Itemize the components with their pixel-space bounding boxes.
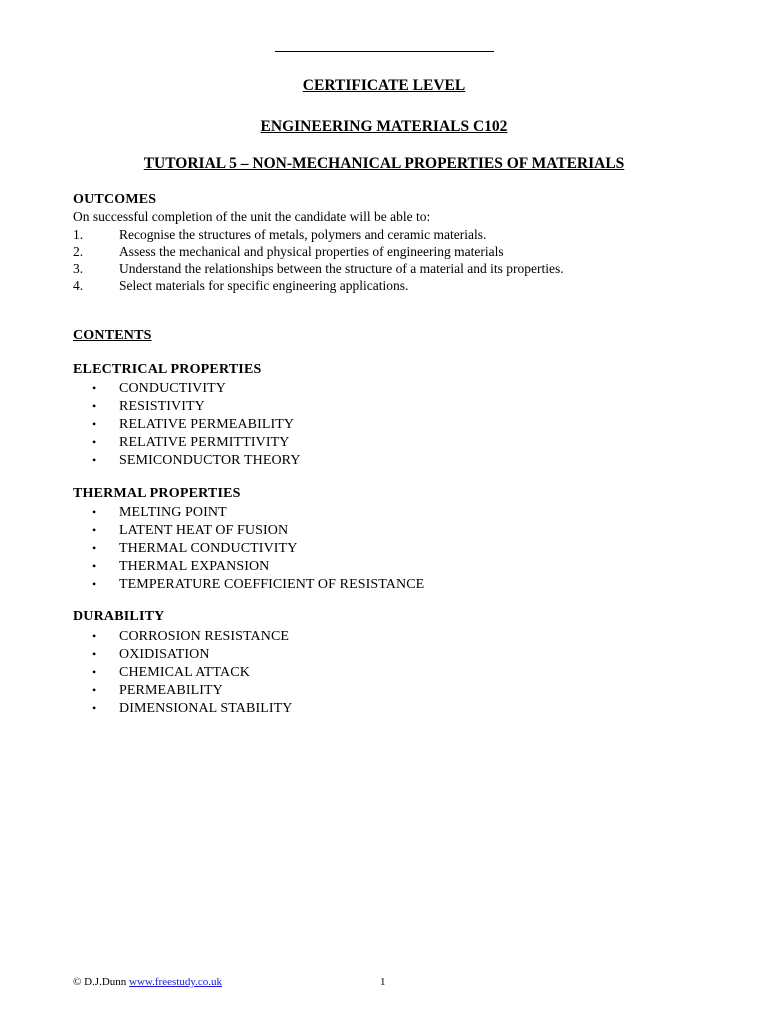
list-item [92,575,424,593]
electrical-properties-list [92,379,301,469]
certificate-level-heading: CERTIFICATE LEVEL [302,77,466,94]
outcome-number: 3. [73,261,84,276]
bullet-icon: • [92,541,97,555]
list-item-text: RELATIVE PERMITTIVITY [119,435,290,450]
outcome-item [73,260,564,277]
outcome-text: Assess the mechanical and physical properties of engineering materials [119,244,504,259]
list-item [92,521,424,539]
page-number: 1 [380,976,386,988]
list-item-text: TEMPERATURE COEFFICIENT OF RESISTANCE [119,577,425,592]
outcomes-title: OUTCOMES [73,192,157,207]
outcome-text: Understand the relationships between the structure of a material and its properties. [119,261,564,276]
list-item-text: MELTING POINT [119,505,227,520]
list-item [92,397,301,415]
bullet-icon: • [92,629,97,643]
list-item-text: SEMICONDUCTOR THEORY [119,453,301,468]
bullet-icon: • [92,453,97,467]
top-rule [275,51,494,52]
list-item [92,645,293,663]
footer-copyright [73,976,222,989]
list-item-text: CHEMICAL ATTACK [119,665,250,680]
outcome-item [73,226,564,243]
list-item-text: OXIDISATION [119,647,210,662]
list-item [92,433,301,451]
course-title-heading: ENGINEERING MATERIALS C102 [260,118,508,135]
outcome-number: 1. [73,227,84,242]
list-item [92,663,293,681]
list-item [92,379,301,397]
tutorial-title-heading: TUTORIAL 5 – NON-MECHANICAL PROPERTIES OF MATERIALS [143,155,625,172]
contents-title: CONTENTS [73,328,152,343]
bullet-icon: • [92,417,97,431]
list-item-text: PERMEABILITY [119,683,223,698]
bullet-icon: • [92,381,97,395]
list-item [92,415,301,433]
list-item-text: THERMAL EXPANSION [119,559,270,574]
thermal-properties-list [92,503,424,593]
list-item [92,539,424,557]
list-item-text: RELATIVE PERMEABILITY [119,417,295,432]
outcome-item [73,243,564,260]
bullet-icon: • [92,505,97,519]
bullet-icon: • [92,701,97,715]
list-item [92,627,293,645]
outcome-item [73,277,564,294]
electrical-properties-title: ELECTRICAL PROPERTIES [73,362,262,377]
list-item [92,503,424,521]
bullet-icon: • [92,399,97,413]
bullet-icon: • [92,523,97,537]
freestudy-link[interactable]: www.freestudy.co.uk [129,976,222,988]
copyright-text: © D.J.Dunn [73,976,127,988]
bullet-icon: • [92,435,97,449]
bullet-icon: • [92,577,97,591]
outcome-text: Recognise the structures of metals, polymers and ceramic materials. [119,227,487,242]
bullet-icon: • [92,647,97,661]
durability-title: DURABILITY [73,609,165,624]
outcomes-list [73,226,564,294]
bullet-icon: • [92,559,97,573]
outcome-number: 4. [73,278,84,293]
list-item-text: THERMAL CONDUCTIVITY [119,541,298,556]
list-item-text: LATENT HEAT OF FUSION [119,523,289,538]
list-item [92,557,424,575]
list-item-text: CORROSION RESISTANCE [119,629,290,644]
bullet-icon: • [92,683,97,697]
list-item [92,699,293,717]
durability-list [92,627,293,717]
outcome-number: 2. [73,244,84,259]
list-item [92,681,293,699]
list-item-text: DIMENSIONAL STABILITY [119,701,293,716]
thermal-properties-title: THERMAL PROPERTIES [73,486,241,501]
outcomes-intro: On successful completion of the unit the candidate will be able to: [73,209,431,224]
bullet-icon: • [92,665,97,679]
list-item [92,451,301,469]
outcome-text: Select materials for specific engineering applications. [119,278,409,293]
list-item-text: CONDUCTIVITY [119,381,226,396]
list-item-text: RESISTIVITY [119,399,205,414]
